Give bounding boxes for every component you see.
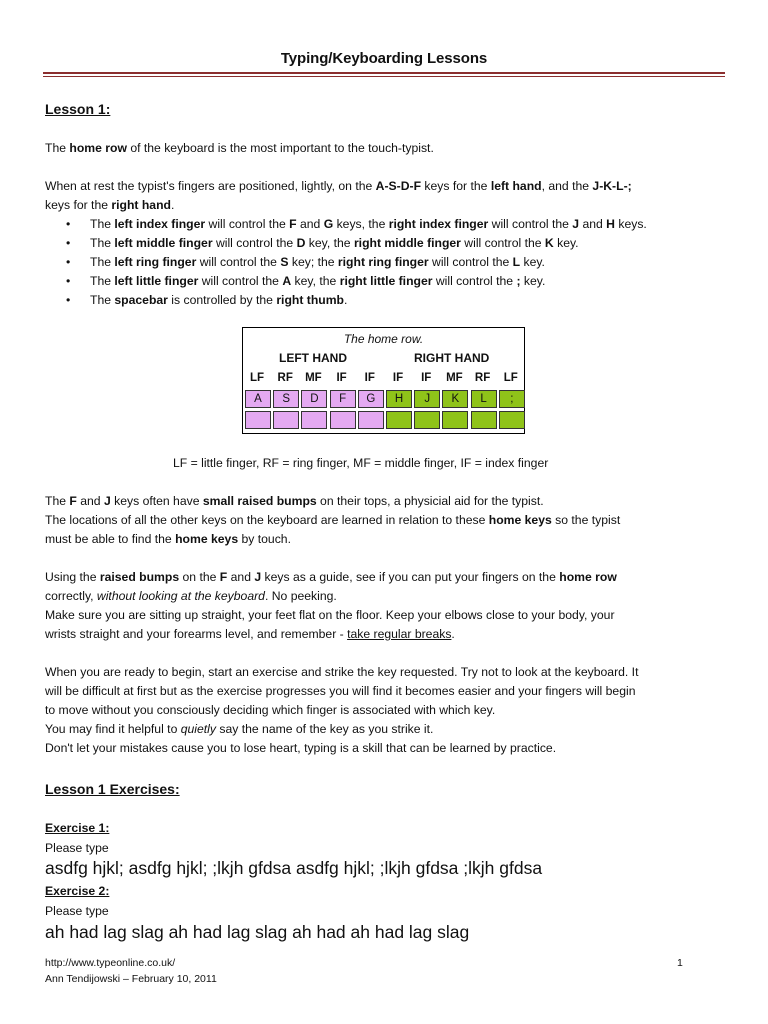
finger-legend: LF = little finger, RF = ring finger, MF = middle finger, IF = index finger <box>173 456 549 470</box>
document-page: Typing/Keyboarding Lessons Lesson 1: The home row of the keyboard is the most important to the touch-typist. When at rest the typist's fingers are positioned, lightly, on the A-S-D-F keys for the left hand, and the J-K-L-; keys for the right hand. • The left index finger will control the F and G keys, the right index finger will control the J and H keys. • The left middle finger will control the D key, the right middle finger will control the K key. • The left ring finger will control the S key; the right ring finger will control the L key. • The left little finger will control the A key, the right little finger will control the ; key. • The spacebar is controlled by the right thumb. The home row. LEFT HAND RIGHT HAND LF RF MF IF IF IF IF MF RF LF A S D F G H J K L ; LF = little finger, RF = ring finger, MF = middle finger, IF = index finger The F and J keys often have small raised bumps on their tops, a physicial aid for the typist. The locations of all the other keys on the keyboard are learned in relation to these home keys so the typist must be able to find the home keys by touch. Using the raised bumps on the F and J keys as a guide, see if you can put your fingers on the home row correctly, without looking at the keyboard. No peeking. Make sure you are sitting up straight, your feet flat on the floor. Keep your elbows close to your body, your wrists straight and your forearms level, and remember - take regular breaks. When you are ready to begin, start an exercise and strike the key requested. Try not to look at the keyboard. It will be difficult at first but as the exercise progresses you will find it becomes easier and your fingers will begin to move without you consciously deciding which finger is associated with which key. You may find it helpful to quietly say the name of the key as you strike it. Don't let your mistakes cause you to lose heart, typing is a skill that can be learned by practice. Lesson 1 Exercises: Exercise 1: Please type asdfg hjkl; asdfg hjkl; ;lkjh gfdsa asdfg hjkl; ;lkjh gfdsa ;lkjh gfdsa Exercise 2: Please type ah had lag slag ah had lag slag ah had ah had lag slag http://www.typeonline.co.uk/ Ann Tendijowski – February 10, 2011 1 <box>0 0 768 1024</box>
blank-key-cell <box>273 411 299 429</box>
rest-paragraph-line1: When at rest the typist's fingers are positioned, lightly, on the A-S-D-F keys for the left hand, and the J-K-L-; <box>45 179 632 193</box>
home-row-table <box>242 327 525 434</box>
finger-label: LF <box>249 372 265 384</box>
home-key-g: G <box>358 390 384 408</box>
title-rule-thick <box>43 72 725 74</box>
blank-key-cell <box>330 411 356 429</box>
footer-url: http://www.typeonline.co.uk/ <box>45 957 176 969</box>
home-row-caption: The home row. <box>343 332 424 346</box>
blank-key-cell <box>358 411 384 429</box>
posture-line2: wrists straight and your forearms level, and remember - take regular breaks. <box>45 627 455 641</box>
blank-key-cell <box>471 411 497 429</box>
exercise-2-text: ah had lag slag ah had lag slag ah had ah had lag slag <box>45 922 470 942</box>
finger-label: IF <box>364 372 375 384</box>
exercises-heading: Lesson 1 Exercises: <box>45 781 180 797</box>
blank-key-cell <box>386 411 412 429</box>
blank-key-cell <box>301 411 327 429</box>
left-hand-label: LEFT HAND <box>279 351 347 365</box>
right-hand-label: RIGHT HAND <box>414 351 490 365</box>
blank-key-cell <box>414 411 440 429</box>
footer-author: Ann Tendijowski – February 10, 2011 <box>45 973 217 985</box>
exercise-1-prompt: Please type <box>45 841 109 855</box>
home-key-h: H <box>386 390 412 408</box>
begin-line2: will be difficult at first but as the exercise progresses you will find it becomes easier and your fingers will begin <box>45 684 636 698</box>
finger-label: MF <box>305 372 322 384</box>
rest-paragraph-line2: keys for the right hand. <box>45 198 175 212</box>
locations-line1: The locations of all the other keys on the keyboard are learned in relation to these home keys so the typist <box>45 513 621 527</box>
bumps-paragraph: The F and J keys often have small raised bumps on their tops, a physicial aid for the typist. <box>45 494 544 508</box>
blank-key-cell <box>442 411 468 429</box>
finger-label: IF <box>336 372 347 384</box>
using-line2: correctly, without looking at the keyboard. No peeking. <box>45 589 337 603</box>
exercise-2-prompt: Please type <box>45 904 109 918</box>
begin-line1: When you are ready to begin, start an exercise and strike the key requested. Try not to look at the keyboard. It <box>45 665 639 679</box>
exercise-2-label: Exercise 2: <box>45 884 110 898</box>
locations-line2: must be able to find the home keys by touch. <box>45 532 291 546</box>
home-key-s: S <box>273 390 299 408</box>
begin-line3: to move without you consciously deciding which finger is associated with which key. <box>45 703 496 717</box>
begin-line4: You may find it helpful to quietly say the name of the key as you strike it. <box>45 722 434 736</box>
blank-key-cell <box>499 411 525 429</box>
page-number: 1 <box>677 957 683 969</box>
begin-line5: Don't let your mistakes cause you to lose heart, typing is a skill that can be learned by practice. <box>45 741 557 755</box>
exercise-1-text: asdfg hjkl; asdfg hjkl; ;lkjh gfdsa asdfg hjkl; ;lkjh gfdsa ;lkjh gfdsa <box>45 858 543 878</box>
finger-label: LF <box>503 372 518 384</box>
document-title: Typing/Keyboarding Lessons <box>280 50 488 67</box>
home-key-j: J <box>414 390 440 408</box>
finger-label: RF <box>277 372 293 384</box>
intro-paragraph: The home row of the keyboard is the most important to the touch-typist. <box>45 141 434 155</box>
title-rule-thin <box>43 76 725 77</box>
home-key-f: F <box>330 390 356 408</box>
blank-key-cell <box>245 411 271 429</box>
finger-label: RF <box>474 372 491 384</box>
posture-line1: Make sure you are sitting up straight, your feet flat on the floor. Keep your elbows close to your body, your <box>45 608 615 622</box>
finger-label: IF <box>392 372 404 384</box>
lesson-heading: Lesson 1: <box>45 101 111 117</box>
home-key-l: L <box>471 390 497 408</box>
home-key-d: D <box>301 390 327 408</box>
finger-label: IF <box>421 372 432 384</box>
exercise-1-label: Exercise 1: <box>45 821 110 835</box>
using-line1: Using the raised bumps on the F and J keys as a guide, see if you can put your fingers on the home row <box>45 570 617 584</box>
home-key-semicolon: ; <box>499 390 525 408</box>
home-key-a: A <box>245 390 271 408</box>
finger-label: MF <box>446 372 463 384</box>
home-key-k: K <box>442 390 468 408</box>
